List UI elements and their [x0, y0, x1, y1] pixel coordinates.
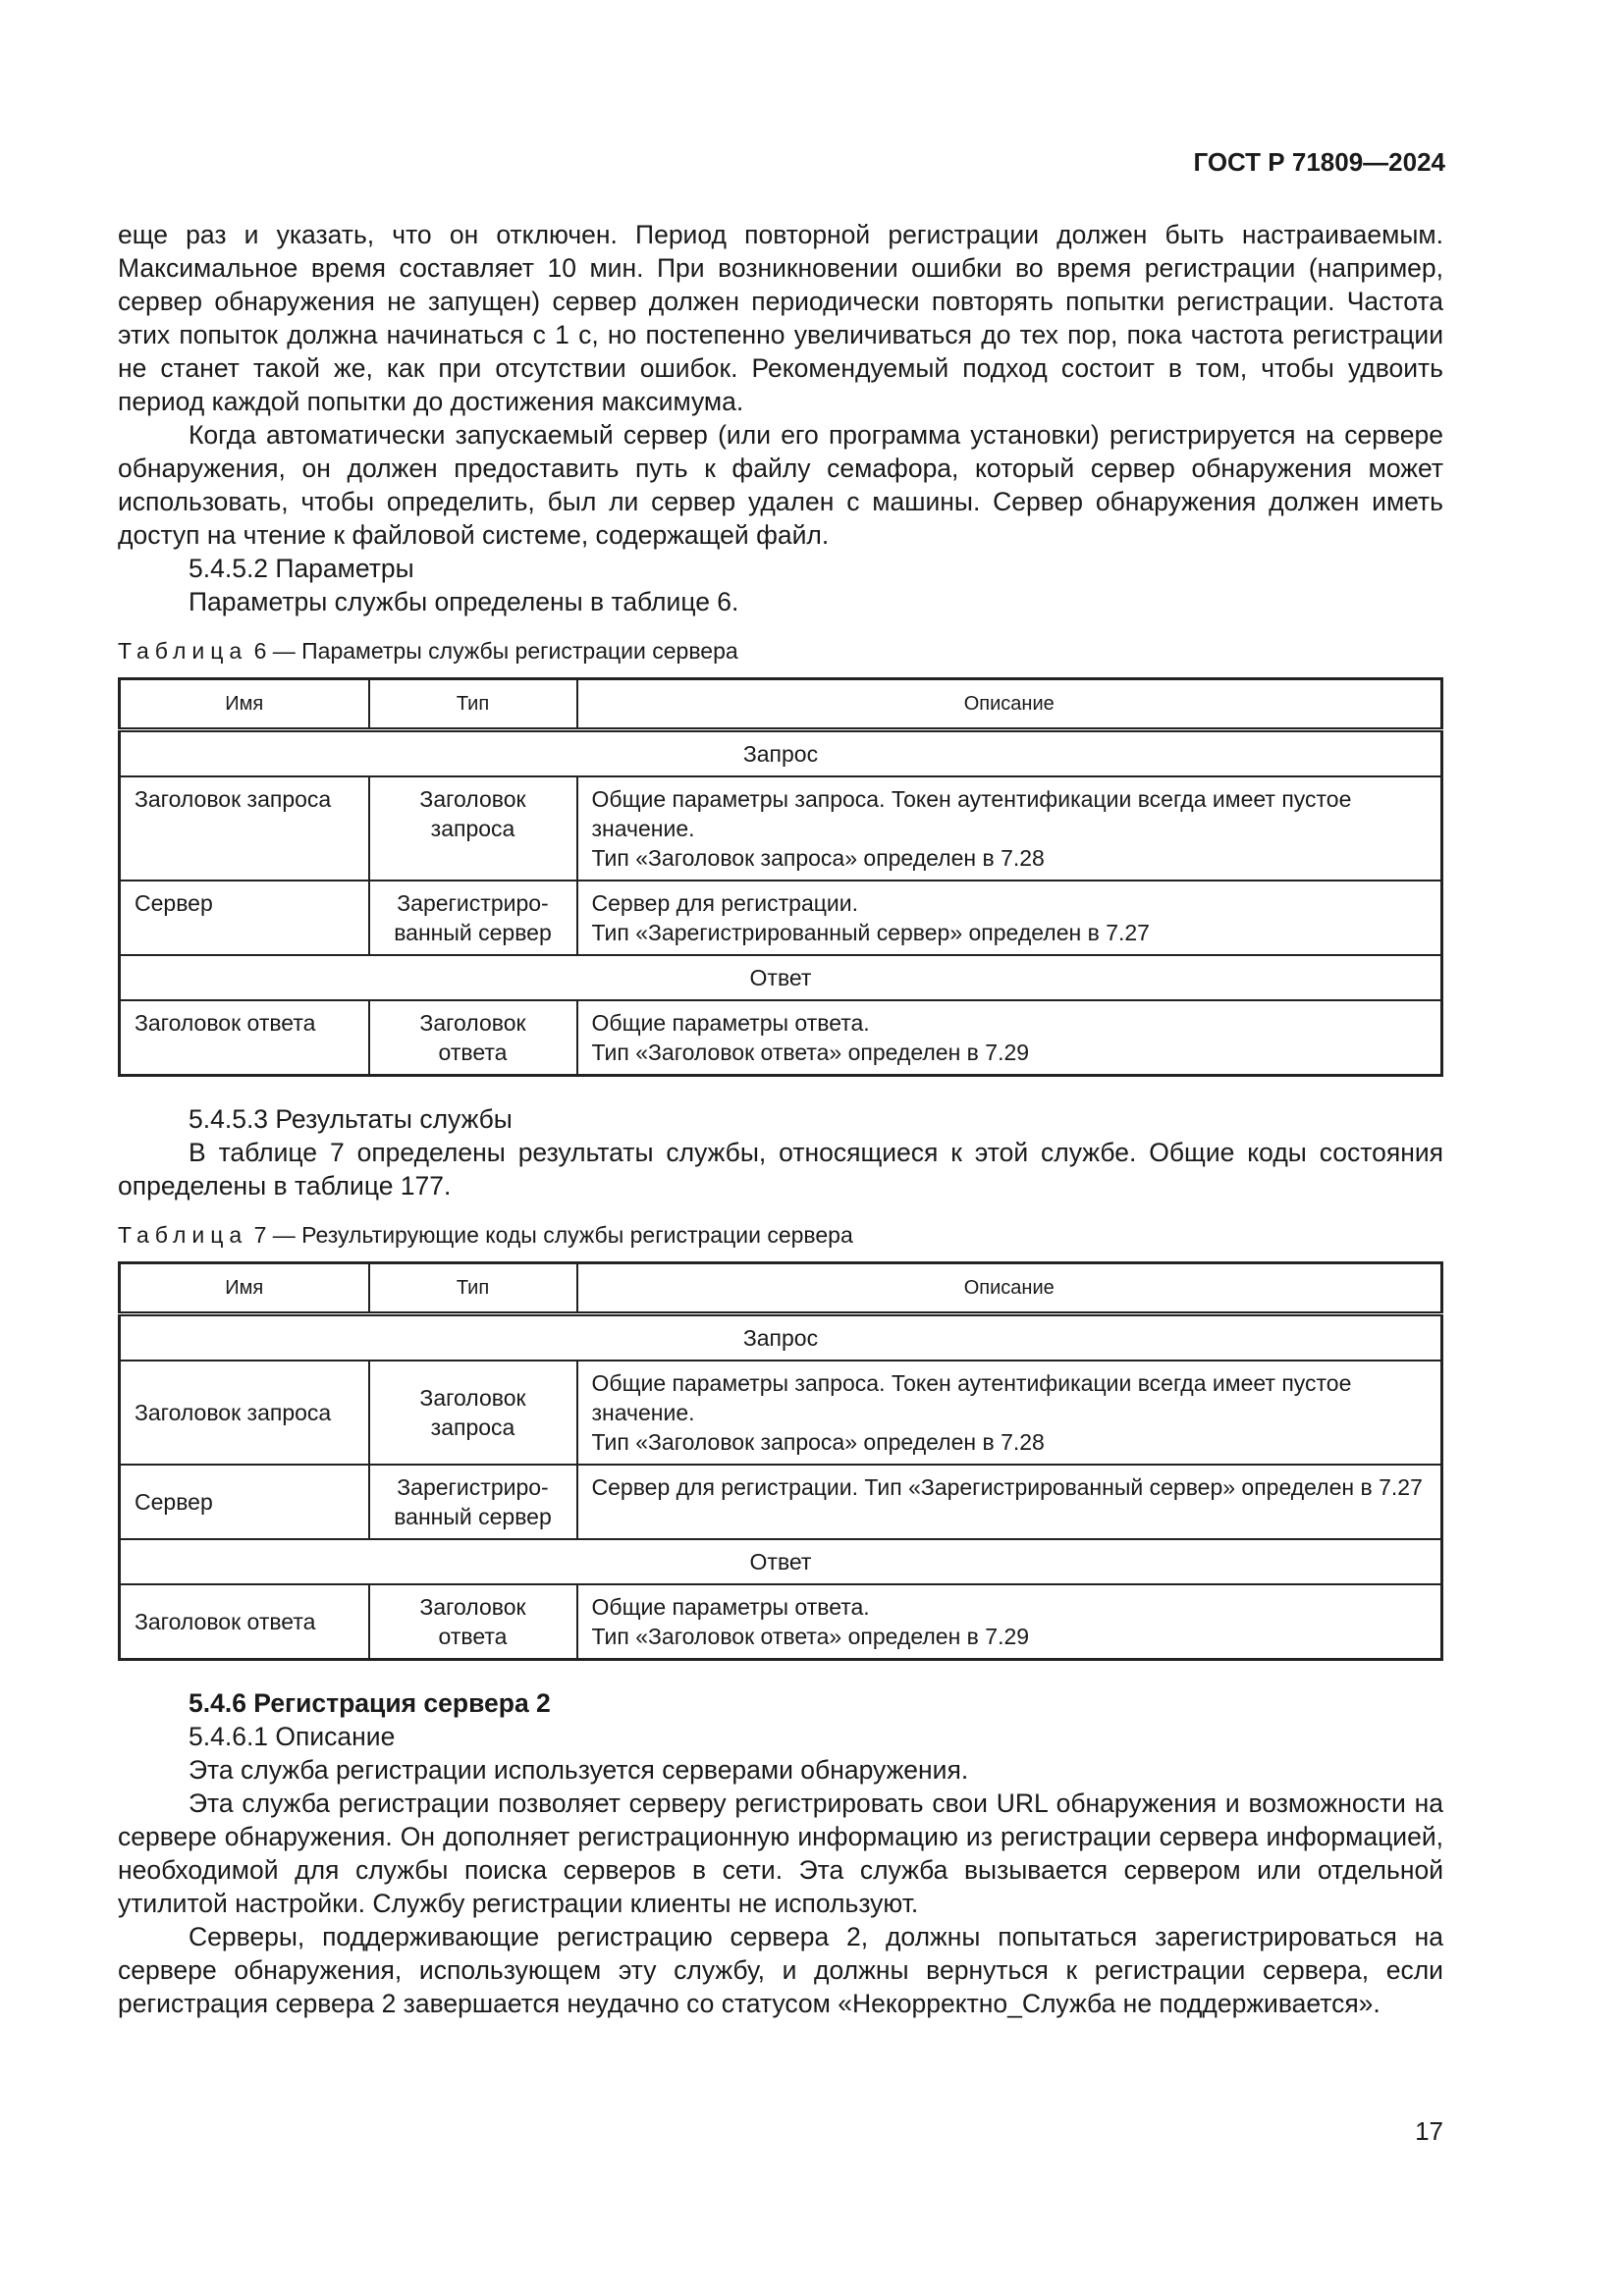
- caption-text: 7 — Результирующие коды службы регистрации сервера: [253, 1222, 853, 1248]
- table-row: [120, 881, 1442, 955]
- table-row: [120, 776, 1442, 881]
- cell-description: Общие параметры ответа. Тип «Заголовок ответа» определен в 7.29: [577, 1584, 1442, 1660]
- column-header-description: Описание: [577, 1263, 1442, 1314]
- table-row: [120, 1361, 1442, 1465]
- cell-name: Заголовок ответа: [120, 1000, 369, 1076]
- paragraph: Когда автоматически запускаемый сервер (или его программа установки) регистрируется на сервере обнаружения, он должен предоставить путь к файлу семафора, который сервер обнаружения может использовать, чтобы определить, был ли сервер удален с машины. Сервер обнаружения должен иметь доступ на чтение к файловой системе, содержащей файл.: [118, 420, 1443, 550]
- table-row: [120, 1584, 1442, 1660]
- cell-description: Общие параметры ответа. Тип «Заголовок ответа» определен в 7.29: [577, 1000, 1442, 1076]
- subsection-heading: 5.4.5.3 Результаты службы: [189, 1104, 513, 1134]
- cell-type: Заголовок ответа: [369, 1000, 577, 1076]
- cell-description: Сервер для регистрации. Тип «Зарегистрированный сервер» определен в 7.27: [577, 881, 1442, 955]
- page-content: [118, 218, 1443, 2020]
- caption-word: Таблица: [118, 1222, 248, 1248]
- cell-type: Заголовок запроса: [369, 776, 577, 881]
- section-heading: 5.4.6 Регистрация сервера 2: [189, 1688, 551, 1718]
- paragraph: Эта служба регистрации используется серверами обнаружения.: [189, 1755, 969, 1785]
- section-row-response: [120, 1539, 1442, 1584]
- column-header-name: Имя: [120, 679, 369, 730]
- cell-description: Общие параметры запроса. Токен аутентификации всегда имеет пустое значение. Тип «Заголовок запроса» определен в 7.28: [577, 1361, 1442, 1465]
- table-row: [120, 1000, 1442, 1076]
- section-label: Запрос: [120, 1314, 1442, 1362]
- subsection-heading: 5.4.6.1 Описание: [189, 1722, 396, 1751]
- paragraph: Параметры службы определены в таблице 6.: [189, 587, 739, 616]
- cell-type: Зарегистриро- ванный сервер: [369, 881, 577, 955]
- section-label: Запрос: [120, 730, 1442, 777]
- cell-description: Сервер для регистрации. Тип «Зарегистрированный сервер» определен в 7.27: [577, 1465, 1442, 1539]
- cell-name: Сервер: [120, 1465, 369, 1539]
- column-header-type: Тип: [369, 1263, 577, 1314]
- paragraph: Серверы, поддерживающие регистрацию сервера 2, должны попытаться зарегистрироваться на сервере обнаружения, использующем эту службу, и должны вернуться к регистрации сервера, если регистрация сервера 2 завершается неудачно со статусом «Некорректно_Служба не поддерживается».: [118, 1922, 1443, 2018]
- paragraph: В таблице 7 определены результаты службы, относящиеся к этой службе. Общие коды состояния определены в таблице 177.: [118, 1138, 1443, 1201]
- table-7-caption: [118, 1218, 1443, 1252]
- cell-type: Заголовок ответа: [369, 1584, 577, 1660]
- cell-type: Зарегистриро- ванный сервер: [369, 1465, 577, 1539]
- document-code: ГОСТ Р 71809—2024: [1193, 147, 1445, 177]
- table-7: [118, 1261, 1443, 1661]
- cell-name: Сервер: [120, 881, 369, 955]
- section-label: Ответ: [120, 955, 1442, 1000]
- page-number: 17: [1415, 2116, 1443, 2146]
- cell-name: Заголовок запроса: [120, 776, 369, 881]
- section-label: Ответ: [120, 1539, 1442, 1584]
- paragraph: Эта служба регистрации позволяет серверу регистрировать свои URL обнаружения и возможности на сервере обнаружения. Он дополняет регистрационную информацию из регистрации сервера информацией, необходимой для службы поиска серверов в сети. Эта служба вызывается сервером или отдельной утилитой настройки. Службу регистрации клиенты не используют.: [118, 1789, 1443, 1918]
- table-6: [118, 677, 1443, 1077]
- column-header-description: Описание: [577, 679, 1442, 730]
- section-row-request: [120, 730, 1442, 777]
- subsection-heading: 5.4.5.2 Параметры: [189, 554, 414, 583]
- table-6-caption: [118, 634, 1443, 667]
- cell-type: Заголовок запроса: [369, 1361, 577, 1465]
- table-header-row: [120, 1263, 1442, 1314]
- table-row: [120, 1465, 1442, 1539]
- section-row-response: [120, 955, 1442, 1000]
- table-header-row: [120, 679, 1442, 730]
- cell-name: Заголовок ответа: [120, 1584, 369, 1660]
- cell-name: Заголовок запроса: [120, 1361, 369, 1465]
- column-header-name: Имя: [120, 1263, 369, 1314]
- caption-word: Таблица: [118, 638, 248, 664]
- paragraph: еще раз и указать, что он отключен. Период повторной регистрации должен быть настраиваемым. Максимальное время составляет 10 мин. При возникновении ошибки во время регистрации (например, сервер обнаружения не запущен) сервер должен периодически повторять попытки регистрации. Частота этих попыток должна начинаться с 1 с, но постепенно увеличиваться до тех пор, пока частота регистрации не станет такой же, как при отсутствии ошибок. Рекомендуемый подход состоит в том, чтобы удвоить период каждой попытки до достижения максимума.: [118, 220, 1443, 416]
- cell-description: Общие параметры запроса. Токен аутентификации всегда имеет пустое значение. Тип «Заголовок запроса» определен в 7.28: [577, 776, 1442, 881]
- section-row-request: [120, 1314, 1442, 1362]
- caption-text: 6 — Параметры службы регистрации сервера: [253, 638, 738, 664]
- column-header-type: Тип: [369, 679, 577, 730]
